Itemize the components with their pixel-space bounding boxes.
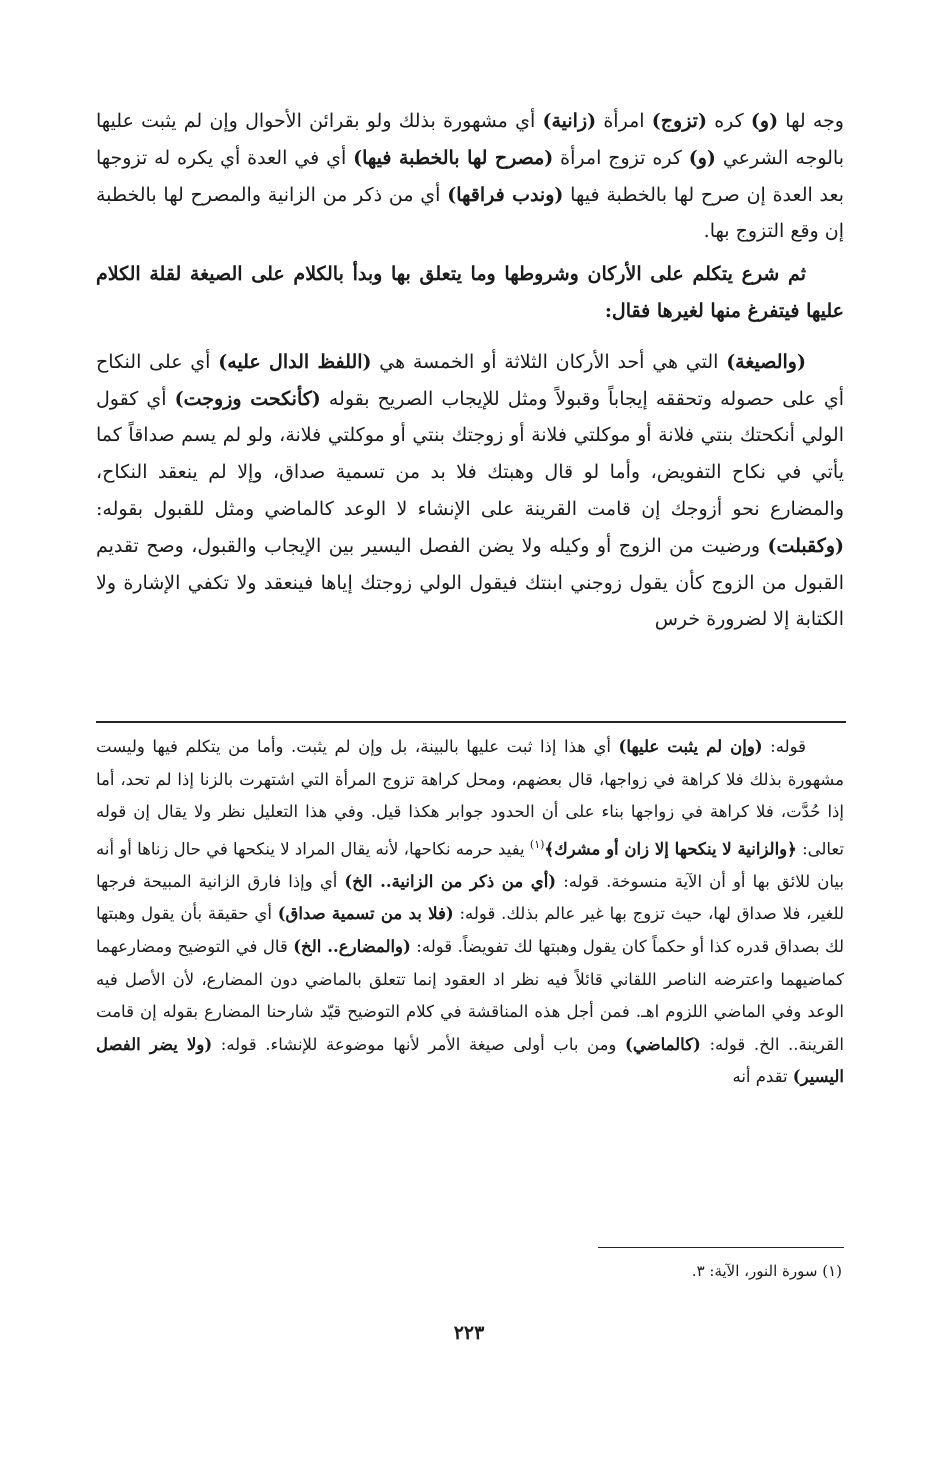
text-run: يفيد حرمه نكاحها، لأنه يقال المراد لا ينكحها في حال زناها أو أنه بيان للائق بها أو أن الآية منسوخة. قوله:	[96, 839, 844, 891]
bold-term: (وكقبلت)	[767, 534, 844, 557]
bold-heading-text: ثم شرع يتكلم على الأركان وشروطها وما يتعلق بها وبدأ بالكلام على الصيغة لقلة الكلام عليها فيتفرغ منها لغيرها فقال:	[96, 263, 844, 322]
bold-term: (فلا بد من تسمية صداق)	[277, 904, 454, 924]
bold-term: (أي من ذكر من الزانية.. الخ)	[344, 871, 557, 891]
bold-term: (اللفظ الدال عليه)	[218, 350, 372, 373]
text-run: التي هي أحد الأركان الثلاثة أو الخمسة هي	[371, 350, 727, 373]
text-run: كره تزوج امرأة	[553, 146, 689, 169]
main-paragraph-3	[96, 344, 844, 638]
bold-term: (ولا يضر الفصل اليسير)	[96, 1034, 844, 1087]
text-run: قال في التوضيح ومضارعهما كماضيهما واعترضه الناصر اللقاني قائلاً فيه نظر اد العقود إنما تتعلق بالماضي دون المضارع، لأن الأصل فيه الوعد وفي الماضي اللزوم اهـ. فمن أجل هذه المناقشة في كلام التوضيح قيّد شارحنا المضارع بقوله إن قامت القرينة.. الخ. قوله:	[96, 937, 844, 1054]
text-run: تقدم أنه	[732, 1067, 793, 1087]
footnote-divider	[598, 1247, 844, 1248]
text-run: أي مشهورة بذلك ولو بقرائن الأحوال وإن لم يثبت عليها بالوجه الشرعي	[96, 110, 845, 169]
commentary-paragraph	[96, 731, 844, 1094]
bold-term: (زانية)	[542, 110, 597, 132]
bold-term: (والصيغة)	[726, 350, 806, 373]
bold-term: (كأنكحت وزوجت)	[174, 387, 321, 410]
bold-term: (وإن لم يثبت عليها)	[618, 737, 763, 756]
text-run: أي كقول الولي أنكحتك بنتي فلانة أو موكلتي فلانة أو زوجتك بنتي أو موكلتي فلانة، ولو لم يسم صداقاً كما يأتي في نكاح التفويض، وأما لو قال وهبتك فلا بد من تسمية صداق، وإلا لم ينعقد النكاح، والمضارع نحو أزوجك إن قامت القرينة على الإنشاء لا الوعد كالماضي ومثل للقبول بقوله:	[96, 387, 844, 520]
footnote: (١) سورة النور، الآية: ٣.	[691, 1262, 842, 1280]
section-divider	[96, 721, 846, 723]
text-run: أي في العدة أي يكره له تزوجها بعد العدة إن صرح لها بالخطبة فيها	[96, 146, 844, 206]
text-run: أي من ذكر من الزانية والمصرح لها بالخطبة إن وقع التزوج بها.	[96, 183, 844, 243]
bold-term: (مصرح لها بالخطبة فيها)	[353, 146, 554, 169]
bold-term: (وندب فراقها)	[447, 183, 564, 206]
bold-term: (كالماضي)	[625, 1034, 701, 1054]
text-run: ورضيت من الزوج أو وكيله ولا يضن الفصل اليسير بين الإيجاب والقبول، وصح تقديم القبول من الزوج كأن يقول زوجني ابنتك فيقول الولي زوجتك إياها فينعقد ولا تكفي الإشارة ولا الكتابة إلا لضرورة خرس	[96, 534, 844, 631]
page-number: ٢٢٣	[453, 1322, 485, 1344]
quran-verse: ﴿والزانية لا ينكحها إلا زان أو مشرك﴾	[544, 839, 797, 859]
bold-term: (و)	[688, 146, 716, 169]
bold-term: (و)	[750, 110, 779, 132]
text-run: أي على النكاح أي على حصوله وتحققه إيجاباً وقبولاً ومثل للإيجاب الصريح بقوله	[96, 350, 844, 410]
main-paragraph-2	[96, 256, 844, 330]
text-run: أي وإذا فارق الزانية المبيحة فرجها للغير، فلا صداق لها، حيث تزوج بها غير عالم بذلك. قوله:	[96, 871, 845, 924]
text-run: أي حقيقة بأن يقول وهبتها لك بصداق قدره كذا أو حكماً كان يقول وهبتها لك تفويضاً. قوله:	[96, 904, 844, 957]
bold-term: (تزوج)	[651, 110, 707, 132]
text-run: ومن باب أولى صيغة الأمر لأنها موضوعة للإنشاء. قوله:	[212, 1034, 626, 1054]
text-run: وجه لها	[778, 110, 844, 132]
bold-term: (والمضارع.. الخ)	[293, 937, 411, 957]
footnote-marker: (١)	[529, 837, 545, 851]
text-run: كره	[706, 110, 751, 132]
main-text	[96, 103, 844, 638]
text-run: أي هذا إذا ثبت عليها بالبينة، بل وإن لم يثبت. وأما من يتكلم فيها وليست مشهورة بذلك فلا كراهة في زواجها، قال بعضهم، ومحل كراهة تزوج المرأة التي اشتهرت بالزنا إذا لم تحد، أما إذا حُدَّت، فلا كراهة في زواجها بناء على أن الحدود جوابر هكذا قيل. وفي هذا التعليل نظر ولا يقال إن قوله تعالى:	[96, 737, 844, 859]
text-run: امرأة	[596, 110, 652, 132]
text-run: قوله:	[762, 737, 807, 756]
commentary-text	[96, 731, 844, 1094]
main-paragraph-1	[96, 103, 844, 250]
